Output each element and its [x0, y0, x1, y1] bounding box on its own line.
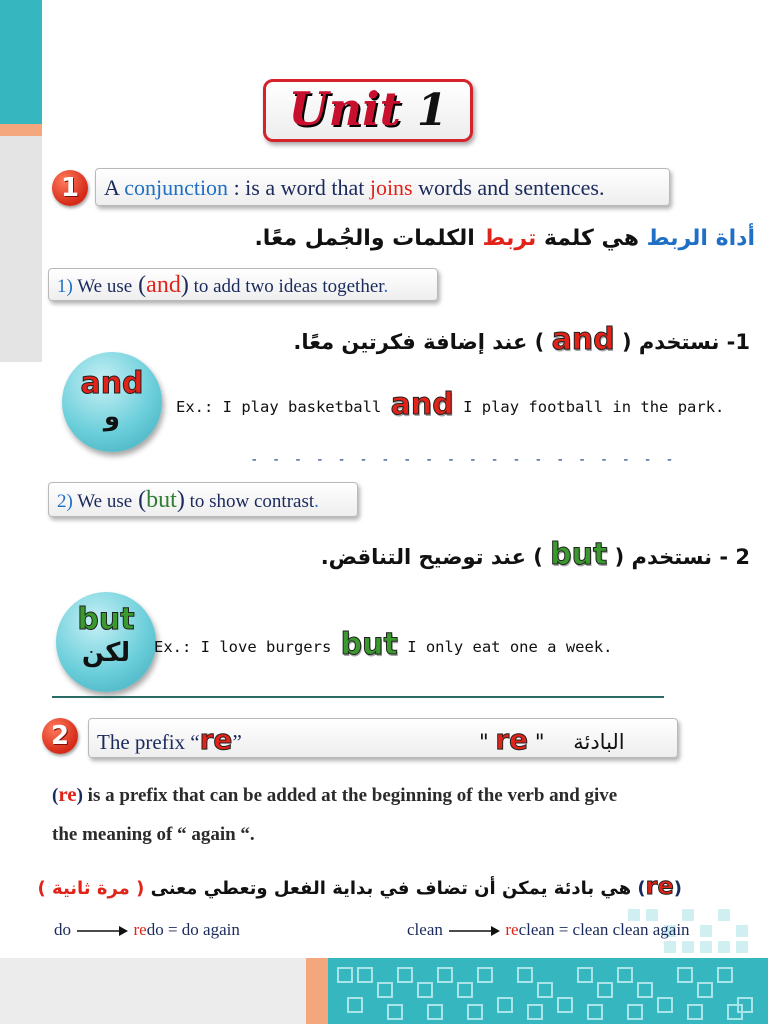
rule-and-word: and — [146, 272, 181, 298]
rule-but-word: but — [146, 487, 177, 513]
ar-but-word: but — [550, 537, 608, 572]
prefix-heading-word: re — [199, 723, 233, 756]
rule-and-pre: We use — [77, 276, 133, 297]
rule-and-post: to add two ideas together — [193, 276, 384, 297]
ex2-stem: clean — [518, 920, 555, 939]
example-and — [176, 387, 724, 422]
arrow-icon — [447, 925, 501, 937]
rule-but-dot: . — [314, 491, 319, 512]
but-circle-icon — [56, 592, 156, 692]
prefix-ar-word: re — [495, 723, 529, 756]
example-reclean — [407, 920, 690, 940]
ex1-meaning: = do again — [167, 920, 240, 939]
ex2-base: clean — [407, 920, 443, 939]
rule-but-post: to show contrast — [189, 491, 315, 512]
ar-para-meaning: ( مرة ثانية ) — [37, 878, 145, 899]
left-orange-strip — [0, 124, 42, 136]
and-icon-en: and — [80, 366, 144, 401]
ex1-stem: do — [146, 920, 164, 939]
ar-and-pre: 1- نستخدم ( — [621, 330, 750, 354]
rule-but-box: 2) We use (but) to show contrast. — [48, 482, 358, 517]
unit-word: Unit — [288, 82, 401, 136]
ar-and-post: ) عند إضافة فكرتين معًا. — [293, 330, 545, 354]
prefix-ar-label: البادئة — [573, 730, 625, 754]
example-but — [154, 627, 613, 662]
ex-and-post: I play football in the park. — [463, 398, 725, 416]
but-icon-en: but — [77, 602, 135, 637]
rule-and-box: 1) We use (and) to add two ideas together. — [48, 268, 438, 301]
prefix-ar-q2: " — [534, 730, 545, 754]
ar-but-post: ) عند توضيح التناقض. — [320, 545, 543, 569]
ar-def-part2: الكلمات والجُمل معًا. — [254, 226, 475, 251]
ar-but-pre: 2 - نستخدم ( — [614, 545, 750, 569]
ar-def-term: أداة الربط — [646, 226, 755, 251]
example-redo — [54, 920, 240, 940]
section-2-badge: 2 — [42, 718, 78, 754]
rule-and-number: 1) — [57, 276, 73, 297]
ar-para-word: re — [645, 872, 674, 900]
prefix-heading-pre: The prefix “ — [97, 730, 200, 754]
ex-but-word: but — [340, 627, 398, 662]
rule-but-pre: We use — [77, 491, 133, 512]
ar-def-key: تربط — [482, 226, 537, 251]
ex2-meaning: = clean clean again — [558, 920, 690, 939]
def-term: conjunction — [124, 175, 229, 200]
def-key: joins — [369, 175, 413, 200]
ex1-base: do — [54, 920, 71, 939]
def-middle: : is a word that — [233, 175, 365, 200]
ex-and-pre: Ex.: I play basketball — [176, 398, 382, 416]
and-icon-ar: و — [103, 402, 121, 432]
ex-but-post: I only eat one a week. — [407, 638, 613, 656]
ar-def-part1: هي كلمة — [543, 226, 639, 251]
left-gray-strip — [0, 136, 42, 362]
unit-title — [263, 79, 473, 142]
arabic-prefix-paragraph: (re) هي بادئة يمكن أن تضاف في بداية الفعل وتعطي معنى ( مرة ثانية ) — [37, 872, 682, 900]
ex1-prefix: re — [133, 920, 147, 939]
and-circle-icon — [62, 352, 162, 452]
conjunction-definition-box — [95, 168, 670, 206]
arrow-icon — [75, 925, 129, 937]
prefix-heading-post: ” — [232, 730, 242, 754]
ex-but-pre: Ex.: I love burgers — [154, 638, 332, 656]
def-article: A — [104, 175, 119, 200]
def-rest: words and sentences. — [418, 175, 605, 200]
rule-but-number: 2) — [57, 491, 73, 512]
arabic-but-rule — [320, 537, 750, 572]
dashed-divider: - - - - - - - - - - - - - - - - - - - - — [250, 452, 677, 468]
para-re-word: re — [58, 782, 77, 806]
unit-number: 1 — [416, 85, 448, 136]
rule-and-dot: . — [383, 276, 389, 297]
ex2-prefix: re — [505, 920, 519, 939]
prefix-heading-ar — [479, 723, 625, 756]
prefix-paragraph-line1: (re) is a prefix that can be added at the beginning of the verb and give — [52, 782, 618, 806]
ex-and-word: and — [390, 387, 454, 422]
para-line1-rest: is a prefix that can be added at the beginning of the verb and give — [87, 785, 618, 806]
section-1-badge: 1 — [52, 170, 88, 206]
arabic-and-rule — [293, 322, 750, 357]
but-icon-ar: لكن — [81, 638, 131, 668]
arabic-definition — [200, 226, 755, 251]
prefix-heading-box — [88, 718, 678, 758]
prefix-ar-q1: " — [479, 730, 489, 754]
prefix-heading-en — [97, 723, 242, 756]
ar-para-text: هي بادئة يمكن أن تضاف في بداية الفعل وتعطي معنى — [150, 878, 632, 899]
ar-and-word: and — [551, 322, 615, 357]
prefix-paragraph-line2: the meaning of “ again “. — [52, 824, 255, 845]
left-teal-strip — [0, 0, 42, 124]
section-divider — [52, 696, 664, 698]
bottom-orange-strip — [306, 958, 328, 1024]
